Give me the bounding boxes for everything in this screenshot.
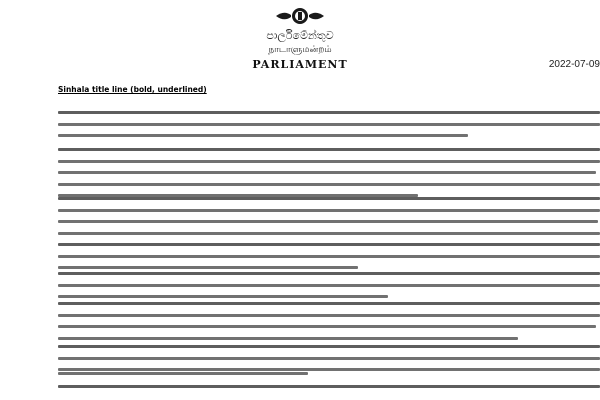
text-line <box>58 171 596 174</box>
text-line <box>58 345 600 348</box>
text-line <box>58 209 600 212</box>
text-line <box>58 123 600 126</box>
text-line <box>58 111 600 114</box>
text-line <box>58 325 596 328</box>
text-line <box>58 314 600 317</box>
text-line <box>58 385 600 388</box>
text-line <box>58 302 600 305</box>
body-paragraph-9 <box>58 385 600 397</box>
text-line <box>58 197 600 200</box>
body-paragraph-6 <box>58 302 600 348</box>
body-paragraph-3 <box>58 197 600 243</box>
text-line <box>58 183 600 186</box>
text-line <box>58 372 308 375</box>
text-line <box>58 148 600 151</box>
text-line <box>58 337 518 340</box>
text-line <box>58 266 358 269</box>
text-line <box>58 243 600 246</box>
text-line <box>58 255 600 258</box>
text-line <box>58 134 468 137</box>
text-line <box>58 368 600 371</box>
text-line <box>58 284 600 287</box>
text-line <box>58 160 600 163</box>
text-line <box>58 272 600 275</box>
text-line <box>58 232 600 235</box>
parliament-crest-icon <box>272 6 328 26</box>
body-paragraph-1 <box>58 111 600 146</box>
document-title: Sinhala title line (bold, underlined) <box>58 85 207 94</box>
body-paragraph-8 <box>58 372 600 384</box>
document-date: 2022-07-09 <box>548 59 600 70</box>
org-name-tamil: நாடாளுமன்றம் <box>268 45 332 55</box>
text-line <box>58 220 598 223</box>
text-line <box>58 357 600 360</box>
text-line <box>58 295 388 298</box>
org-name-english: PARLIAMENT <box>252 58 348 71</box>
org-name-sinhala: පාර්ලිමේන්තුව <box>266 29 334 42</box>
